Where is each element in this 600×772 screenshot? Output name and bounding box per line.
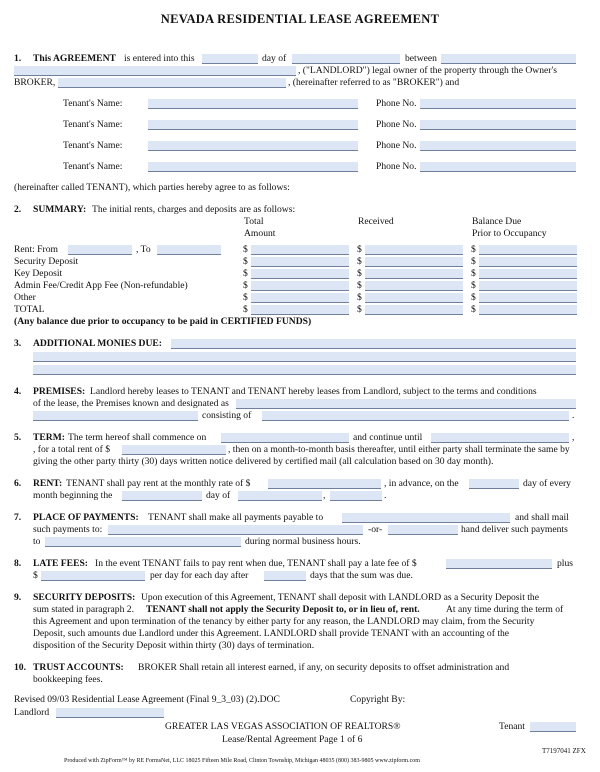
admin-fee-balance-field[interactable] [479, 281, 577, 291]
section-8-number: 8. [14, 558, 22, 569]
key-deposit-received-field[interactable] [365, 269, 463, 279]
section-6-line-2a: month beginning the [33, 490, 113, 501]
between-label: between [405, 53, 437, 64]
section-10-heading: TRUST ACCOUNTS: [33, 662, 124, 673]
rent-balance-field[interactable] [479, 245, 577, 255]
dollar-sign: $ [471, 268, 476, 279]
section-1-text: is entered into this [124, 53, 195, 64]
hand-deliver-field[interactable] [388, 525, 458, 535]
dollar-sign: $ [357, 304, 362, 315]
comma-2: , [323, 490, 326, 501]
footer-page: Lease/Rental Agreement Page 1 of 6 [222, 734, 363, 745]
section-4-heading: PREMISES: [33, 386, 86, 397]
section-9-line-5: disposition of the Security Deposit within thirty (30) days of termination. [33, 640, 315, 651]
dollar-sign: $ [471, 244, 476, 255]
other-label: Other [14, 292, 36, 303]
col-amount: Amount [244, 228, 276, 239]
rent-from-label: Rent: From [14, 244, 58, 255]
rent-begin-day-field[interactable] [122, 491, 202, 501]
section-6-line-1b: , in advance, on the [384, 478, 459, 489]
footer-revised: Revised 09/03 Residential Lease Agreement (Final 9_3_03) (2).DOC [14, 694, 280, 705]
dollar-sign: $ [471, 292, 476, 303]
section-4-number: 4. [14, 386, 22, 397]
certified-funds-note: (Any balance due prior to occupancy to be paid in CERTIFIED FUNDS) [14, 316, 312, 327]
section-1-number: 1. [14, 53, 22, 64]
page-title: NEVADA RESIDENTIAL LEASE AGREEMENT [160, 12, 440, 26]
term-end-field[interactable] [431, 433, 569, 443]
between-party-field[interactable] [441, 54, 576, 64]
key-deposit-label: Key Deposit [14, 268, 63, 279]
dollar-sign: $ [243, 244, 248, 255]
section-5-line-3: giving the other party thirty (30) days written notice delivered by certified mail (all calculation based on 30 day month). [33, 456, 494, 467]
section-7-line-1a: TENANT shall make all payments payable to [148, 512, 324, 523]
section-7-number: 7. [14, 512, 22, 523]
tenant-name-field-1[interactable] [148, 99, 358, 109]
key-deposit-balance-field[interactable] [479, 269, 577, 279]
section-5-number: 5. [14, 432, 22, 443]
dollar-sign: $ [471, 256, 476, 267]
rent-begin-month-field[interactable] [238, 491, 322, 501]
footer-form-id: T7197041 ZFX [542, 747, 586, 755]
section-5-line-1b: and continue until [353, 432, 423, 443]
consisting-of-field[interactable] [262, 411, 569, 421]
footer-landlord-label: Landlord [14, 707, 50, 718]
section-4-line-2: of the lease, the Premises known and designated as [33, 398, 229, 409]
section-10-line-2: bookkeeping fees. [33, 674, 103, 685]
security-deposit-total-field[interactable] [251, 257, 349, 267]
section-5-heading: TERM: [33, 432, 65, 443]
other-balance-field[interactable] [479, 293, 577, 303]
section-7-line-3a: to [33, 536, 41, 547]
total-balance-field[interactable] [479, 305, 577, 315]
dollar-sign: $ [357, 244, 362, 255]
section-9-line-3: this Agreement and upon termination of the tenancy by either party for any reason, the LANDLORD may claim, from the Security [33, 616, 535, 627]
total-rent-field[interactable] [122, 445, 226, 455]
section-6-heading: RENT: [33, 478, 63, 489]
tenant-name-label-3: Tenant's Name: [63, 140, 123, 151]
section-6-number: 6. [14, 478, 22, 489]
dollar-sign: $ [471, 280, 476, 291]
tenant-name-label-1: Tenant's Name: [63, 98, 123, 109]
security-deposit-label: Security Deposit [14, 256, 79, 267]
total-received-field[interactable] [365, 305, 463, 315]
additional-monies-field-1[interactable] [171, 339, 576, 349]
section-7-line-2a: such payments to: [33, 524, 103, 535]
section-4-line-1: Landlord hereby leases to TENANT and TENANT hereby leases from Landlord, subject to the terms and conditions [90, 386, 537, 397]
section-2-heading: SUMMARY: [33, 204, 87, 215]
phone-label-1: Phone No. [376, 98, 417, 109]
dollar-sign: $ [243, 280, 248, 291]
col-prior: Prior to Occupancy [472, 228, 547, 239]
section-6-line-1c: day of every [523, 478, 571, 489]
section-10-line-1: BROKER Shall retain all interest earned, if any, on security deposits to offset administration and [138, 662, 510, 673]
col-received: Received [358, 216, 394, 227]
agreement-day-field[interactable] [202, 54, 258, 64]
section-5-line-2b: , then on a month-to-month basis thereafter, until either party shall terminate the same by [228, 444, 570, 455]
section-8-line-2c: days that the sum was due. [310, 570, 413, 581]
period-2: . [384, 490, 387, 501]
section-9-line-4: Deposit, such amounts due Landlord under this Agreement. LANDLORD shall provide TENANT with an accounting of the [33, 628, 510, 639]
section-9-line-2a: sum stated in paragraph 2. [33, 604, 134, 615]
rent-from-field[interactable] [68, 245, 132, 255]
security-deposit-received-field[interactable] [365, 257, 463, 267]
landlord-initials-field[interactable] [56, 708, 164, 718]
section-9-number: 9. [14, 592, 22, 603]
section-7-line-2c: hand deliver such payments [461, 524, 568, 535]
section-8-line-1a: In the event TENANT fails to pay rent when due, TENANT shall pay a late fee of $ [95, 558, 417, 569]
broker-label: BROKER, [14, 77, 56, 88]
tenant-name-field-4[interactable] [148, 162, 358, 172]
dollar-sign: $ [357, 292, 362, 303]
section-8-heading: LATE FEES: [33, 558, 88, 569]
tenant-initials-field[interactable] [530, 722, 576, 732]
key-deposit-total-field[interactable] [251, 269, 349, 279]
security-deposit-balance-field[interactable] [479, 257, 577, 267]
day-of-label: day of [262, 53, 287, 64]
section-6-line-1a: TENANT shall pay rent at the monthly rate of $ [66, 478, 251, 489]
additional-monies-field-3[interactable] [33, 365, 576, 375]
footer-produced: Produced with ZipForm™ by RE FormsNet, LLC 18025 Fifteen Mile Road, Clinton Township, Michigan 48035 (800) 383-9805 www.zipform.com [64, 758, 420, 764]
dollar-sign: $ [243, 304, 248, 315]
term-start-field[interactable] [221, 433, 349, 443]
footer-association: GREATER LAS VEGAS ASSOCIATION OF REALTORS® [165, 721, 401, 732]
admin-fee-total-field[interactable] [251, 281, 349, 291]
additional-monies-field-2[interactable] [33, 352, 576, 362]
section-7-line-3b: during normal business hours. [245, 536, 361, 547]
section-9-line-2c: At any time during the term of [446, 604, 564, 615]
section-1-closing: (hereinafter called TENANT), which parties hereby agree to as follows: [14, 182, 290, 193]
tenant-name-label-4: Tenant's Name: [63, 161, 123, 172]
monthly-rent-field[interactable] [268, 479, 381, 489]
premises-address-field-2[interactable] [33, 411, 198, 421]
dollar-sign: $ [357, 280, 362, 291]
section-2-text: The initial rents, charges and deposits are as follows: [92, 204, 296, 215]
rent-total-field[interactable] [251, 245, 349, 255]
section-1-heading: This AGREEMENT [33, 53, 116, 64]
admin-fee-label: Admin Fee/Credit App Fee (Non-refundable) [14, 280, 188, 291]
late-fee-field[interactable] [446, 559, 552, 569]
dollar-sign: $ [243, 292, 248, 303]
total-label: TOTAL [14, 304, 45, 315]
dollar-sign: $ [357, 256, 362, 267]
landlord-text: , ("LANDLORD") legal owner of the property through the Owner's [298, 65, 557, 76]
rent-begin-year-field[interactable] [330, 491, 382, 501]
other-total-field[interactable] [251, 293, 349, 303]
section-5-line-2a: , for a total rent of $ [33, 444, 110, 455]
section-7-line-1b: and shall mail [515, 512, 569, 523]
footer-tenant-label: Tenant [499, 721, 525, 732]
dollar-sign: $ [243, 256, 248, 267]
other-received-field[interactable] [365, 293, 463, 303]
dollar-sign: $ [357, 268, 362, 279]
payee-field[interactable] [342, 513, 510, 523]
broker-name-field[interactable] [58, 78, 286, 88]
consisting-of-label: consisting of [202, 410, 252, 421]
section-5-line-1a: The term hereof shall commence on [68, 432, 207, 443]
phone-field-1[interactable] [420, 99, 576, 109]
grace-days-field[interactable] [264, 571, 306, 581]
phone-field-3[interactable] [420, 141, 576, 151]
phone-field-4[interactable] [420, 162, 576, 172]
phone-label-2: Phone No. [376, 119, 417, 130]
rent-to-label: , To [136, 244, 151, 255]
phone-label-3: Phone No. [376, 140, 417, 151]
dollar-sign: $ [243, 268, 248, 279]
footer-copyright: Copyright By: [350, 694, 406, 705]
agreement-month-field[interactable] [292, 54, 400, 64]
section-7-heading: PLACE OF PAYMENTS: [33, 512, 139, 523]
comma: , [572, 432, 575, 443]
col-total: Total [244, 216, 264, 227]
tenant-name-field-3[interactable] [148, 141, 358, 151]
section-3-heading: ADDITIONAL MONIES DUE: [33, 338, 162, 349]
section-2-number: 2. [14, 204, 22, 215]
period: . [572, 410, 575, 421]
per-day-fee-field[interactable] [41, 571, 145, 581]
rent-due-day-field[interactable] [469, 479, 519, 489]
rent-to-field[interactable] [157, 245, 221, 255]
section-8-dollar: $ [33, 570, 38, 581]
section-8-line-1b: plus [557, 558, 573, 569]
section-9-line-2b: TENANT shall not apply the Security Deposit to, or in lieu of, rent. [146, 604, 420, 615]
tenant-name-field-2[interactable] [148, 120, 358, 130]
section-8-line-2b: per day for each day after [150, 570, 249, 581]
section-10-number: 10. [14, 662, 26, 673]
admin-fee-received-field[interactable] [365, 281, 463, 291]
dollar-sign: $ [471, 304, 476, 315]
phone-field-2[interactable] [420, 120, 576, 130]
premises-address-field[interactable] [236, 399, 576, 409]
phone-label-4: Phone No. [376, 161, 417, 172]
col-balance: Balance Due [472, 216, 522, 227]
section-6-line-2b: day of [206, 490, 231, 501]
mail-address-field[interactable] [108, 525, 363, 535]
broker-text: , (hereinafter referred to as "BROKER") and [288, 77, 460, 88]
section-9-heading: SECURITY DEPOSITS: [33, 592, 136, 603]
total-total-field[interactable] [251, 305, 349, 315]
section-3-number: 3. [14, 338, 22, 349]
deliver-address-field[interactable] [45, 537, 241, 547]
rent-received-field[interactable] [365, 245, 463, 255]
landlord-name-field[interactable] [14, 66, 296, 76]
section-7-or: -or- [368, 524, 383, 535]
section-9-line-1: Upon execution of this Agreement, TENANT shall deposit with LANDLORD as a Security Deposit the [141, 592, 539, 603]
tenant-name-label-2: Tenant's Name: [63, 119, 123, 130]
